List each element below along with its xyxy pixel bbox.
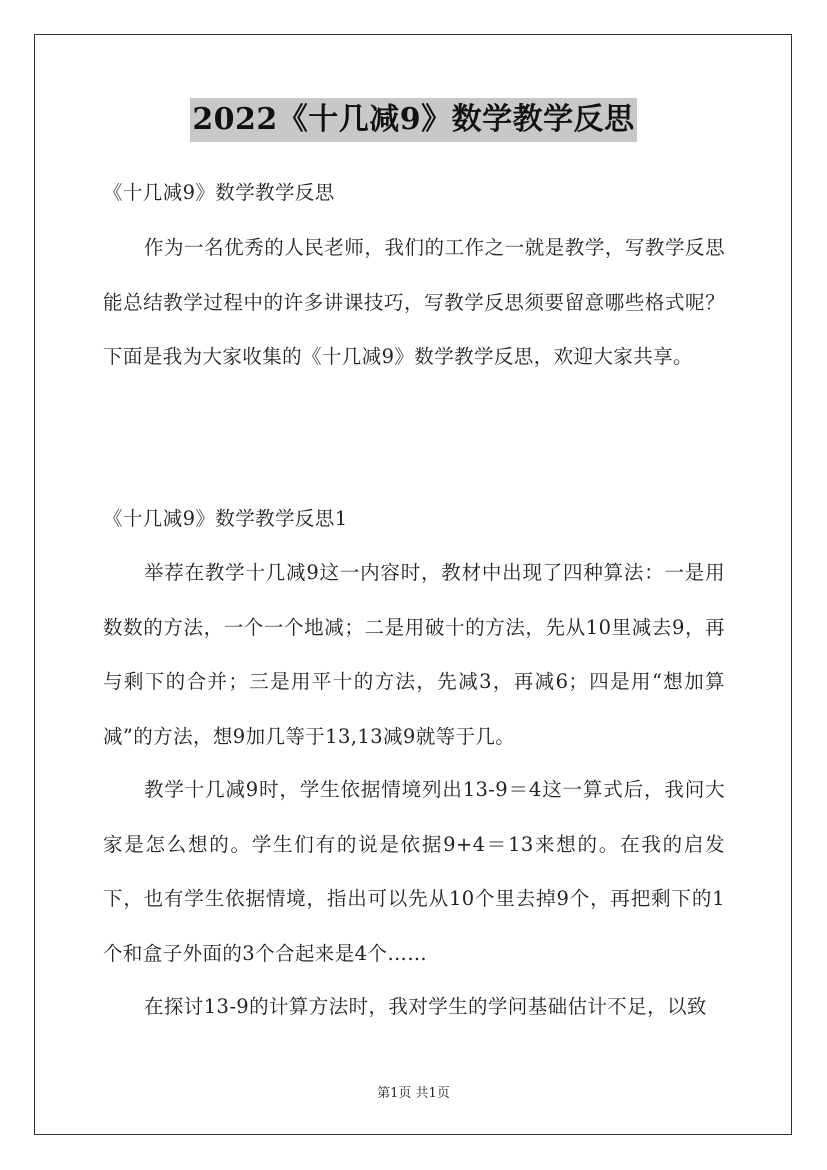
body-paragraph-2: 教学十几减9时，学生依据情境列出13-9＝4这一算式后，我问大家是怎么想的。学生们有的说是依据9+4＝13来想的。在我的启发下，也有学生依据情境，指出可以先从10个里去掉9个，再把剩下的1个和盒子外面的3个合起来是4个……: [103, 778, 725, 965]
intro-paragraph: 作为一名优秀的人民老师，我们的工作之一就是教学，写教学反思能总结教学过程中的许多讲课技巧，写教学反思须要留意哪些格式呢？下面是我为大家收集的《十几减9》数学教学反思，欢迎大家共享。: [103, 236, 725, 368]
section-heading: 《十几减9》数学教学反思1: [103, 507, 348, 530]
page-footer: 第1页 共1页: [377, 1086, 450, 1101]
body-paragraph-1: 举荐在教学十几减9这一内容时，教材中出现了四种算法：一是用数数的方法，一个一个地减；二是用破十的方法，先从10里减去9，再与剩下的合并；三是用平十的方法，先减3，再减6；四是用“想加算减”的方法，想9加几等于13,13减9就等于几。: [103, 561, 725, 748]
document-title: 2022《十几减9》数学教学反思: [190, 98, 636, 142]
document-subtitle: 《十几减9》数学教学反思: [103, 181, 335, 204]
title-container: [0, 98, 827, 142]
body-paragraph-3: 在探讨13-9的计算方法时，我对学生的学问基础估计不足，以致: [144, 995, 707, 1018]
